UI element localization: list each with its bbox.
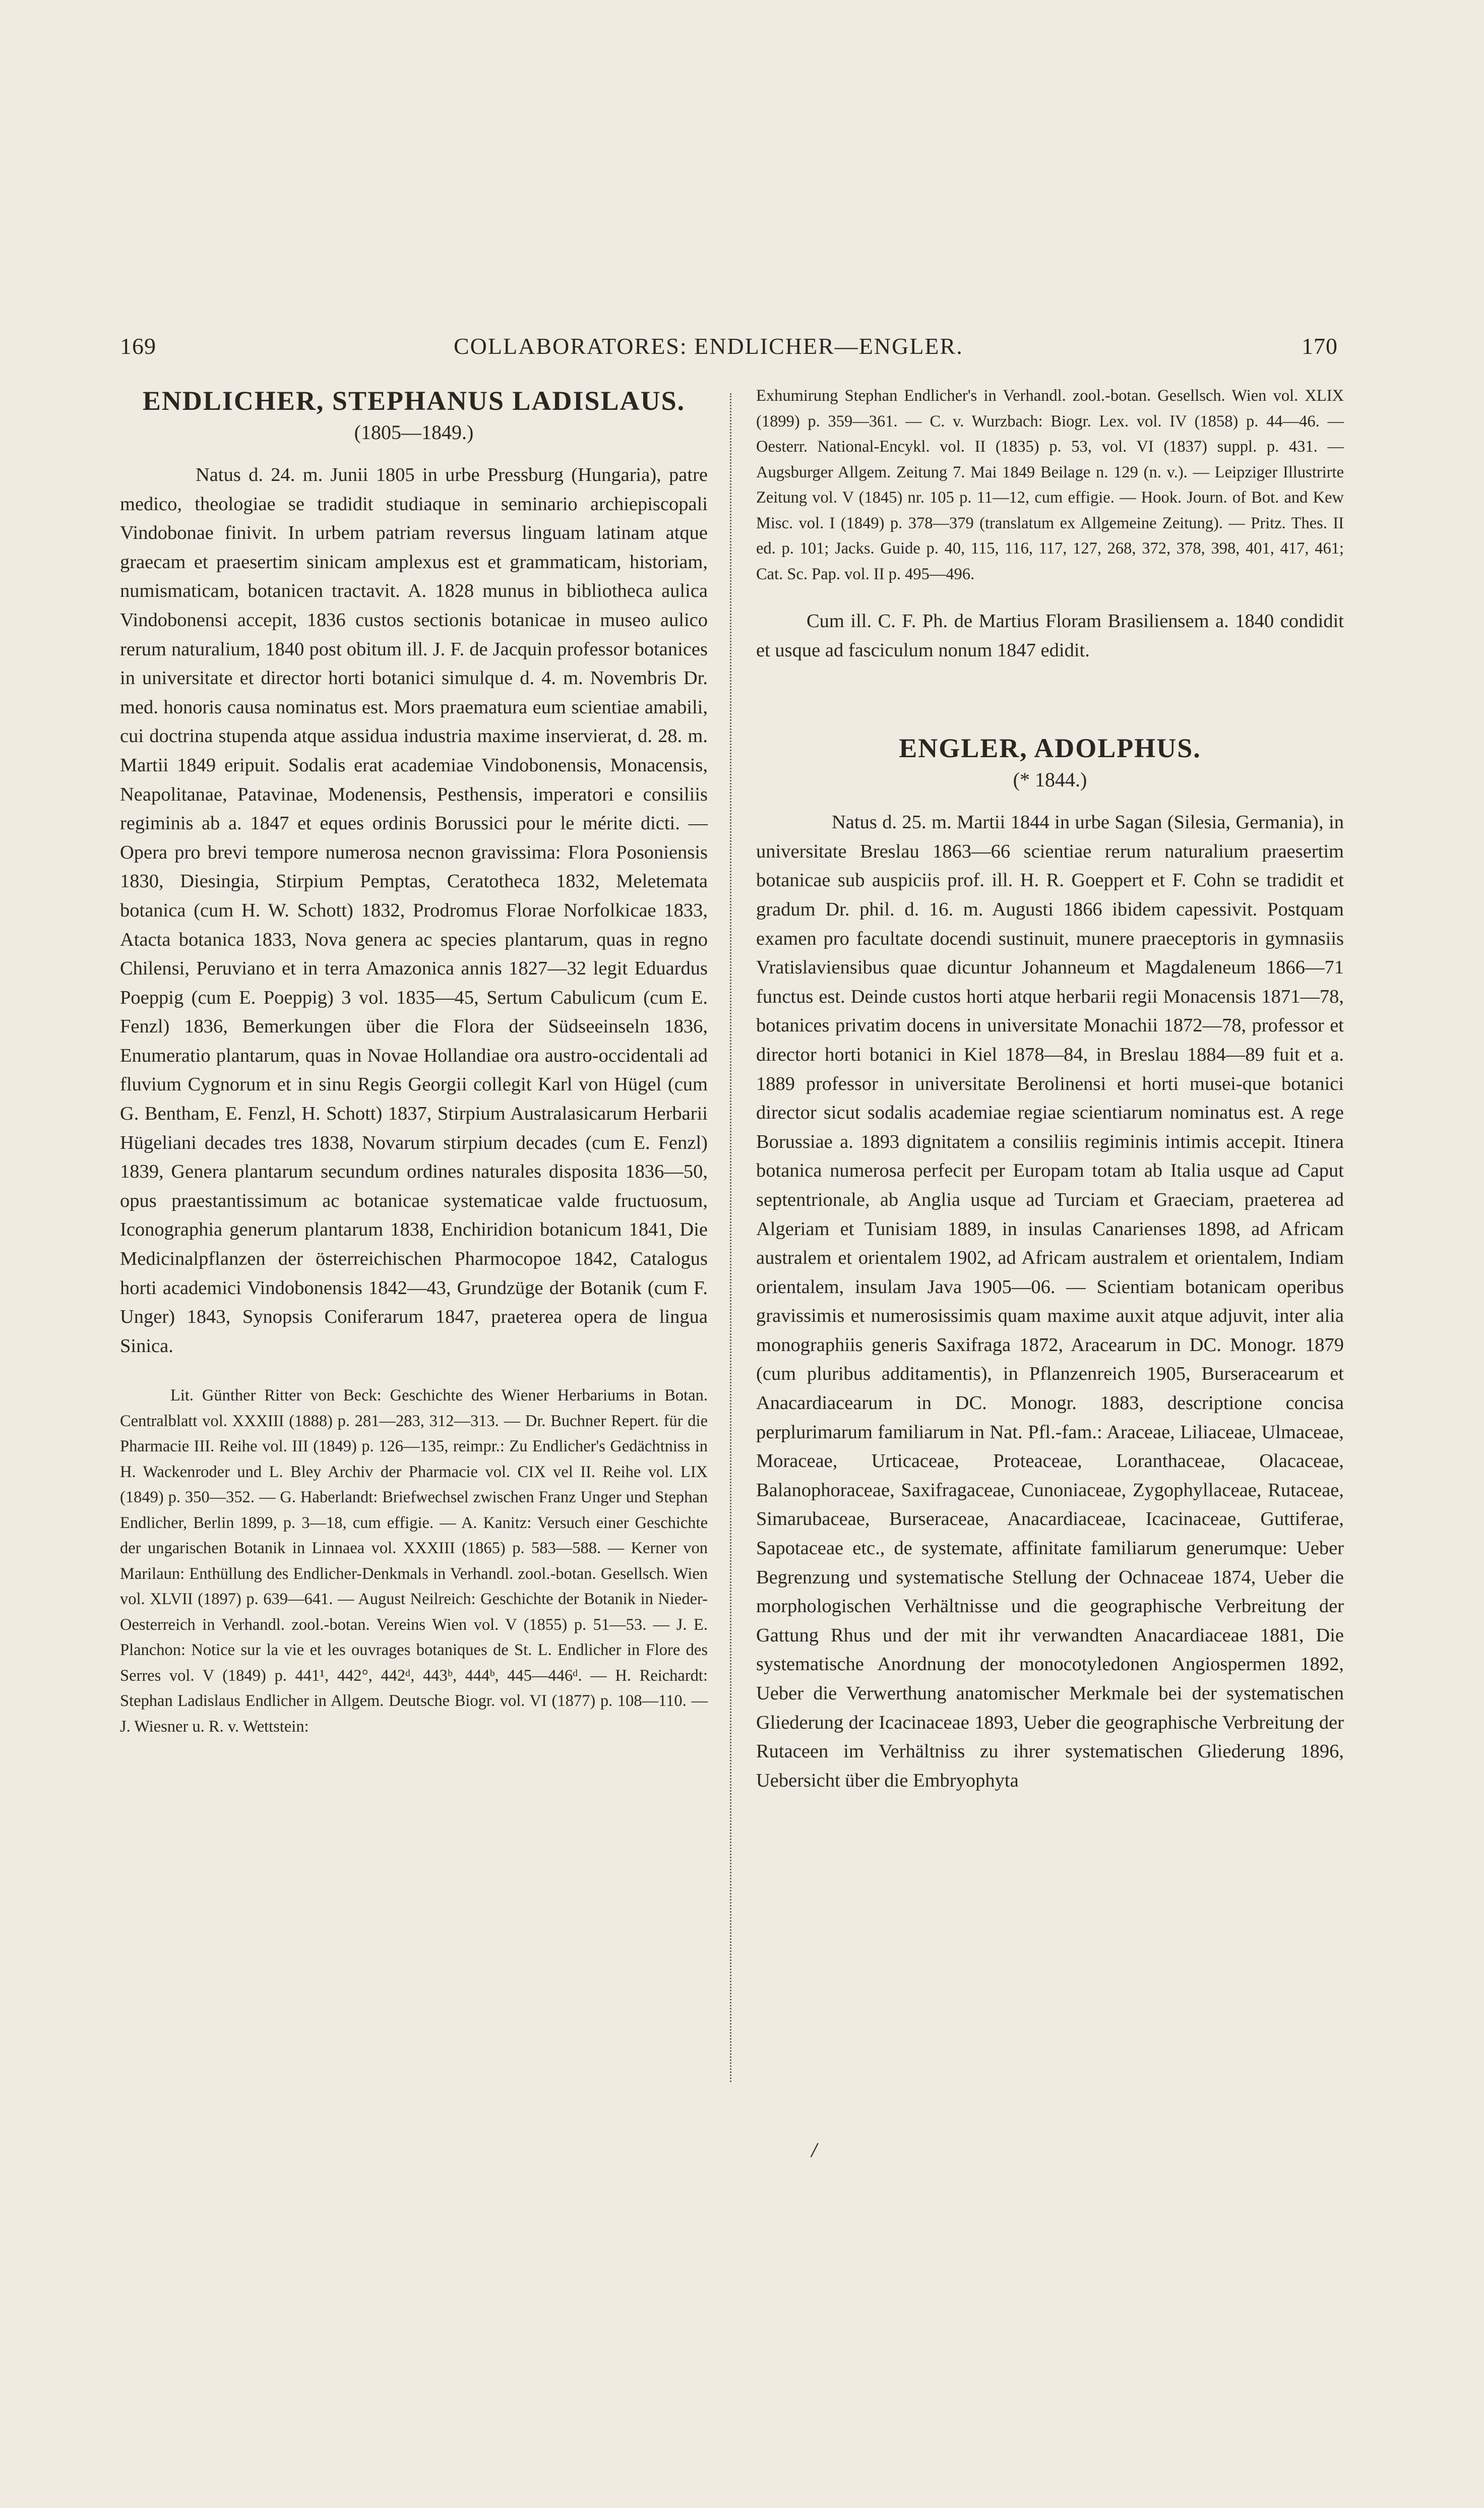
- entry-gap: [756, 665, 1344, 730]
- running-header: COLLABORATORES: ENDLICHER—ENGLER.: [454, 333, 963, 359]
- entry-body-endlicher: Natus d. 24. m. Junii 1805 in urbe Pressburg (Hungaria), patre medico, theologiae se tradidit studiaque in seminario archiepiscopali Vindobonae finivit. In urbem patriam reversus linguam latinam atque graecam et praesertim sinicam amplexus est et grammaticam, historiam, numismaticam, botanicen tractavit. A. 1828 munus in bibliotheca aulica Vindobonensi accepit, 1836 custos sectionis botanicae in museo aulico rerum naturalium, 1840 post obitum ill. J. F. de Jacquin professor botanices in universitate et director horti botanici simulque d. 4. m. Novembris Dr. med. honoris causa nominatus est. Mors praematura eum scientiae amabili, cui doctrina stupenda atque assidua industria maxime inservierat, d. 28. m. Martii 1849 eripuit. Sodalis erat academiae Vindobonensis, Monacensis, Neapolitanae, Patavinae, Modenensis, Pesthensis, imperatori e consiliis regiminis ab a. 1847 et eques ordinis Borussici pour le mérite dicti. — Opera pro brevi tempore numerosa necnon gravissima: Flora Posoniensis 1830, Diesingia, Stirpium Pemptas, Ceratotheca 1832, Meletemata botanica (cum H. W. Schott) 1832, Prodromus Florae Norfolkicae 1833, Atacta botanica 1833, Nova genera ac species plantarum, quas in regno Chilensi, Peruviano et in terra Amazonica annis 1827—32 legit Eduardus Poeppig (cum E. Poeppig) 3 vol. 1835—45, Sertum Cabulicum (cum E. Fenzl) 1836, Bemerkungen über die Flora der Südseeinseln 1836, Enumeratio plantarum, quas in Novae Hollandiae ora austro-occidentali ad fluvium Cygnorum et in sinu Regis Georgii collegit Karl von Hügel (cum G. Bentham, E. Fenzl, H. Schott) 1837, Stirpium Australasicarum Herbarii Hügeliani decades tres 1838, Novarum stirpium decades (cum E. Fenzl) 1839, Genera plantarum secundum ordines naturales disposita 1836—50, opus praestantissimum ac botanicae systematicae valde fructuosum, Iconographia generum plantarum 1838, Enchiridion botanicum 1841, Die Medicinalpflanzen der österreichischen Pharmocopoe 1842, Catalogus horti academici Vindobonensis 1842—43, Grundzüge der Botanik (cum F. Unger) 1843, Synopsis Coniferarum 1847, praeterea opera de lingua Sinica.: [120, 464, 708, 1357]
- column-divider: [730, 393, 731, 2082]
- note-endlicher: Cum ill. C. F. Ph. de Martius Floram Brasiliensem a. 1840 condidit et usque ad fasciculum nonum 1847 edidit.: [756, 610, 1344, 661]
- page-number-left: 169: [120, 333, 156, 359]
- page-number-right: 170: [1302, 333, 1338, 359]
- entry-name-engler: ENGLER, ADOLPHUS.: [899, 733, 1201, 764]
- right-column: [756, 383, 1344, 1795]
- entry-name-endlicher: ENDLICHER, STEPHANUS LADISLAUS.: [142, 386, 686, 416]
- entry-years-endlicher: (1805—1849.): [354, 421, 474, 444]
- entry-body-engler: Natus d. 25. m. Martii 1844 in urbe Sagan (Silesia, Germania), in universitate Breslau 1863—66 scientiae rerum naturalium praesertim botanicae sub auspiciis prof. ill. H. R. Goeppert et F. Cohn se tradidit et gradum Dr. phil. d. 16. m. Augusti 1866 ibidem capessivit. Postquam examen pro facultate docendi sustinuit, munere praeceptoris in gymnasiis Vratislaviensibus quae dicuntur Johanneum et Magdaleneum 1866—71 functus est. Deinde custos horti atque herbarii regii Monacensis 1871—78, botanices privatim docens in universitate Monachii 1872—78, professor et director horti botanici in Kiel 1878—84, in Breslau 1884—89 fuit et a. 1889 professor in universitate Berolinensi et horti musei-que botanici director sicut sodalis academiae regiae scientiarum nominatus est. A rege Borussiae a. 1893 dignitatem a consiliis regiminis intimis accepit. Itinera botanica numerosa perfecit per Europam totam ab Italia usque ad Caput septentrionale, ab Anglia usque ad Turciam et Graeciam, praeterea ad Algeriam et Tunisiam 1889, in insulas Canarienses 1898, ad Africam australem et orientalem 1902, ad Africam australem et orientalem, Indiam orientalem, insulam Java 1905—06. — Scientiam botanicam operibus gravissimis et numerosissimis quam maxime auxit atque adjuvit, inter alia monographiis generis Saxifraga 1872, Aracearum in DC. Monogr. 1879 (cum pluribus additamentis), in Pflanzenreich 1905, Burseracearum et Anacardiacearum in DC. Monogr. 1883, descriptione concisa perplurimarum familiarum in Nat. Pfl.-fam.: Araceae, Liliaceae, Ulmaceae, Moraceae, Urticaceae, Proteaceae, Loranthaceae, Olacaceae, Balanophoraceae, Saxifragaceae, Cunoniaceae, Zygophyllaceae, Rutaceae, Simarubaceae, Burseraceae, Anacardiaceae, Icacinaceae, Guttiferae, Sapotaceae etc., de systemate, affinitate familiarum generumque: Ueber Begrenzung und systematische Stellung der Ochnaceae 1874, Ueber die morphologischen Verhältnisse und die geographische Verbreitung der Gattung Rhus und der mit ihr verwandten Anacardiaceae 1881, Die systematische Anordnung der monocotyledonen Angiospermen 1892, Ueber die Verwerthung anatomischer Merkmale bei der systematischen Gliederung der Icacinaceae 1893, Ueber die geographische Verbreitung der Rutaceen im Verhältniss zu ihrer systematischen Gliederung 1896, Uebersicht über die Embryophyta: [756, 812, 1344, 1791]
- entry-years-engler: (* 1844.): [1013, 768, 1087, 791]
- left-column: [120, 383, 708, 1739]
- literature-endlicher-continued: Exhumirung Stephan Endlicher's in Verhandl. zool.-botan. Gesellsch. Wien vol. XLIX (1899) p. 359—361. — C. v. Wurzbach: Biogr. Lex. vol. IV (1858) p. 44—46. — Oesterr. National-Encykl. vol. II (1835) p. 53, vol. VI (1837) suppl. p. 431. — Augsburger Allgem. Zeitung 7. Mai 1849 Beilage n. 129 (n. v.). — Leipziger Illustrirte Zeitung vol. V (1845) nr. 105 p. 11—12, cum effigie. — Hook. Journ. of Bot. and Kew Misc. vol. I (1849) p. 378—379 (translatum ex Allgemeine Zeitung). — Pritz. Thes. II ed. p. 101; Jacks. Guide p. 40, 115, 116, 117, 127, 268, 372, 378, 398, 401, 417, 461; Cat. Sc. Pap. vol. II p. 495—496.: [756, 387, 1344, 583]
- footer-mark: /: [812, 2140, 818, 2160]
- literature-endlicher: Lit. Günther Ritter von Beck: Geschichte des Wiener Herbariums in Botan. Centralblatt vol. XXXIII (1888) p. 281—283, 312—313. — Dr. Buchner Repert. für die Pharmacie III. Reihe vol. III (1849) p. 126—135, reimpr.: Zu Endlicher's Gedächtniss in H. Wackenroder und L. Bley Archiv der Pharmacie vol. CIX vel II. Reihe vol. LIX (1849) p. 350—352. — G. Haberlandt: Briefwechsel zwischen Franz Unger und Stephan Endlicher, Berlin 1899, p. 3—18, cum effigie. — A. Kanitz: Versuch einer Geschichte der ungarischen Botanik in Linnaea vol. XXXIII (1865) p. 583—588. — Kerner von Marilaun: Enthüllung des Endlicher-Denkmals in Verhandl. zool.-botan. Gesellsch. Wien vol. XLVII (1897) p. 639—641. — August Neilreich: Geschichte der Botanik in Nieder-Oesterreich in Verhandl. zool.-botan. Vereins Wien vol. V (1855) p. 51—53. — J. E. Planchon: Notice sur la vie et les ouvrages botaniques de St. L. Endlicher in Flore des Serres vol. V (1849) p. 441¹, 442°, 442ᵈ, 443ᵇ, 444ᵇ, 445—446ᵈ. — H. Reichardt: Stephan Ladislaus Endlicher in Allgem. Deutsche Biogr. vol. VI (1877) p. 108—110. — J. Wiesner u. R. v. Wettstein:: [120, 1386, 708, 1736]
